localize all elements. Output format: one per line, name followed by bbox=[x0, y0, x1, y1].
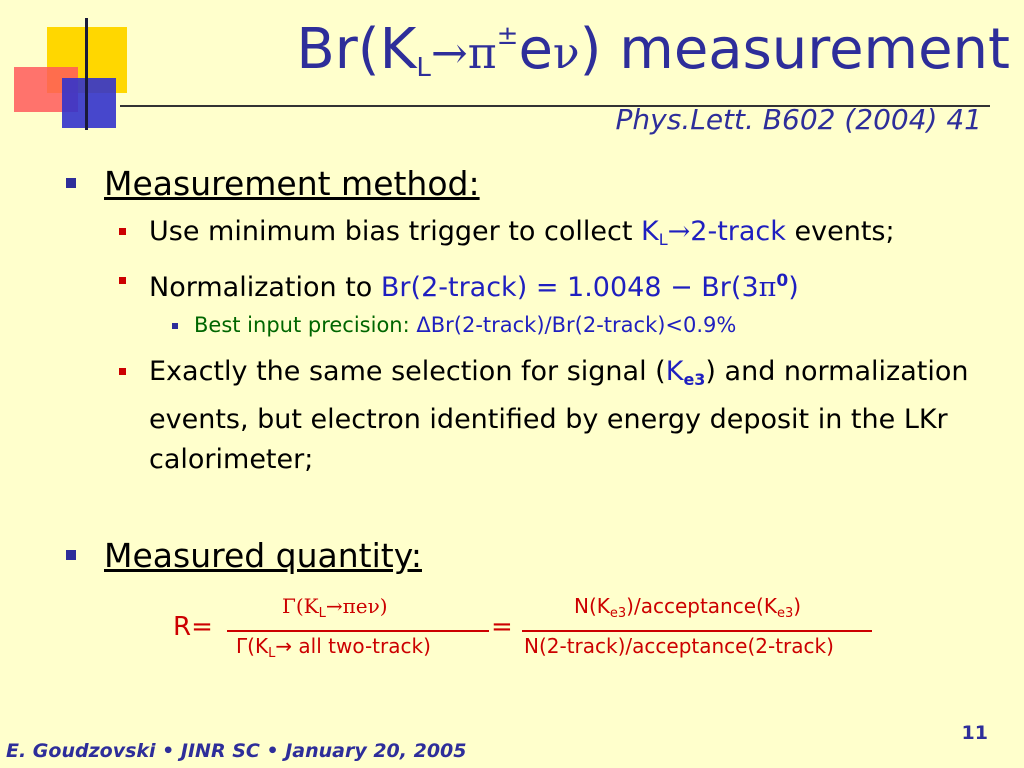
sub-item-label: Best input precision: bbox=[194, 313, 417, 337]
formula-denominator-2: N(2-track)/acceptance(2-track) bbox=[524, 634, 834, 658]
item2-zero: 0 bbox=[776, 271, 789, 291]
method-heading: Measurement method: bbox=[104, 164, 480, 203]
item2-pi: π bbox=[758, 272, 777, 303]
num2-a: N(K bbox=[574, 594, 610, 618]
title-e: e bbox=[518, 17, 553, 82]
title-subscript: L bbox=[416, 53, 431, 83]
fraction-bar-2 bbox=[522, 630, 872, 632]
page-number: 11 bbox=[961, 722, 988, 744]
bullet-text bbox=[149, 352, 999, 480]
bullet-text bbox=[149, 212, 999, 260]
decorative-logo bbox=[0, 0, 160, 140]
item1-arrow: → bbox=[667, 216, 691, 247]
quantity-heading: Measured quantity: bbox=[104, 536, 422, 575]
item1-text: Use minimum bias trigger to collect bbox=[149, 216, 642, 247]
num2-b: )/acceptance(K bbox=[626, 594, 777, 618]
item1-end: events; bbox=[785, 216, 895, 247]
item1-sub: L bbox=[658, 230, 668, 249]
item3-sub: e3 bbox=[683, 370, 706, 389]
sub-item-value: ΔBr(2-track)/Br(2-track)<0.9% bbox=[416, 313, 737, 337]
num2-sub2: e3 bbox=[776, 606, 794, 621]
logo-vertical-line bbox=[85, 18, 88, 130]
item1-track: 2-track bbox=[690, 216, 786, 247]
logo-blue-square bbox=[62, 78, 116, 128]
num1-sub: L bbox=[318, 606, 326, 621]
title-arrow: → bbox=[430, 28, 468, 79]
item3-k: K bbox=[665, 356, 684, 387]
formula-lhs: R= bbox=[173, 612, 213, 642]
slide-footer: E. Goudzovski • JINR SC • January 20, 2005 bbox=[6, 740, 467, 762]
title-plusminus: ± bbox=[496, 21, 519, 51]
item2-text: Normalization to bbox=[149, 272, 381, 303]
bullet-marker bbox=[66, 178, 76, 188]
title-prefix: Br(K bbox=[296, 17, 417, 82]
num2-c: ) bbox=[793, 594, 802, 618]
den1-b: → all two-track) bbox=[275, 634, 431, 658]
formula-equals: = bbox=[491, 612, 513, 642]
formula-denominator-1 bbox=[236, 634, 431, 661]
bullet-marker bbox=[119, 368, 126, 375]
item2-close: ) bbox=[788, 272, 799, 303]
title-nu: ν bbox=[552, 28, 580, 79]
num2-sub1: e3 bbox=[609, 606, 627, 621]
slide-subtitle: Phys.Lett. B602 (2004) 41 bbox=[615, 103, 982, 136]
fraction-bar-1 bbox=[227, 630, 489, 632]
den1-a: Γ(K bbox=[236, 634, 269, 658]
bullet-text bbox=[149, 261, 999, 308]
title-pi: π bbox=[467, 28, 497, 79]
item2-formula: Br(2-track) = 1.0048 − Br(3 bbox=[380, 272, 759, 303]
bullet-marker bbox=[172, 323, 178, 329]
num1-a: Γ(K bbox=[282, 594, 319, 618]
ratio-formula bbox=[0, 590, 1024, 670]
bullet-marker bbox=[119, 277, 126, 284]
formula-numerator-1 bbox=[282, 594, 388, 621]
num1-b: →πeν) bbox=[325, 594, 388, 618]
bullet-marker bbox=[119, 228, 126, 235]
formula-numerator-2 bbox=[574, 594, 801, 621]
bullet-marker bbox=[66, 550, 76, 560]
den1-sub: L bbox=[268, 646, 276, 661]
slide-title bbox=[240, 17, 1010, 83]
title-suffix: ) measurement bbox=[579, 17, 1010, 82]
sub-bullet-text bbox=[194, 313, 736, 337]
item3-rest: ) and normalization events, but electron identified by energy deposit in the LKr calorimeter; bbox=[149, 356, 969, 475]
item3-text: Exactly the same selection for signal ( bbox=[149, 356, 666, 387]
item1-k: K bbox=[641, 216, 659, 247]
